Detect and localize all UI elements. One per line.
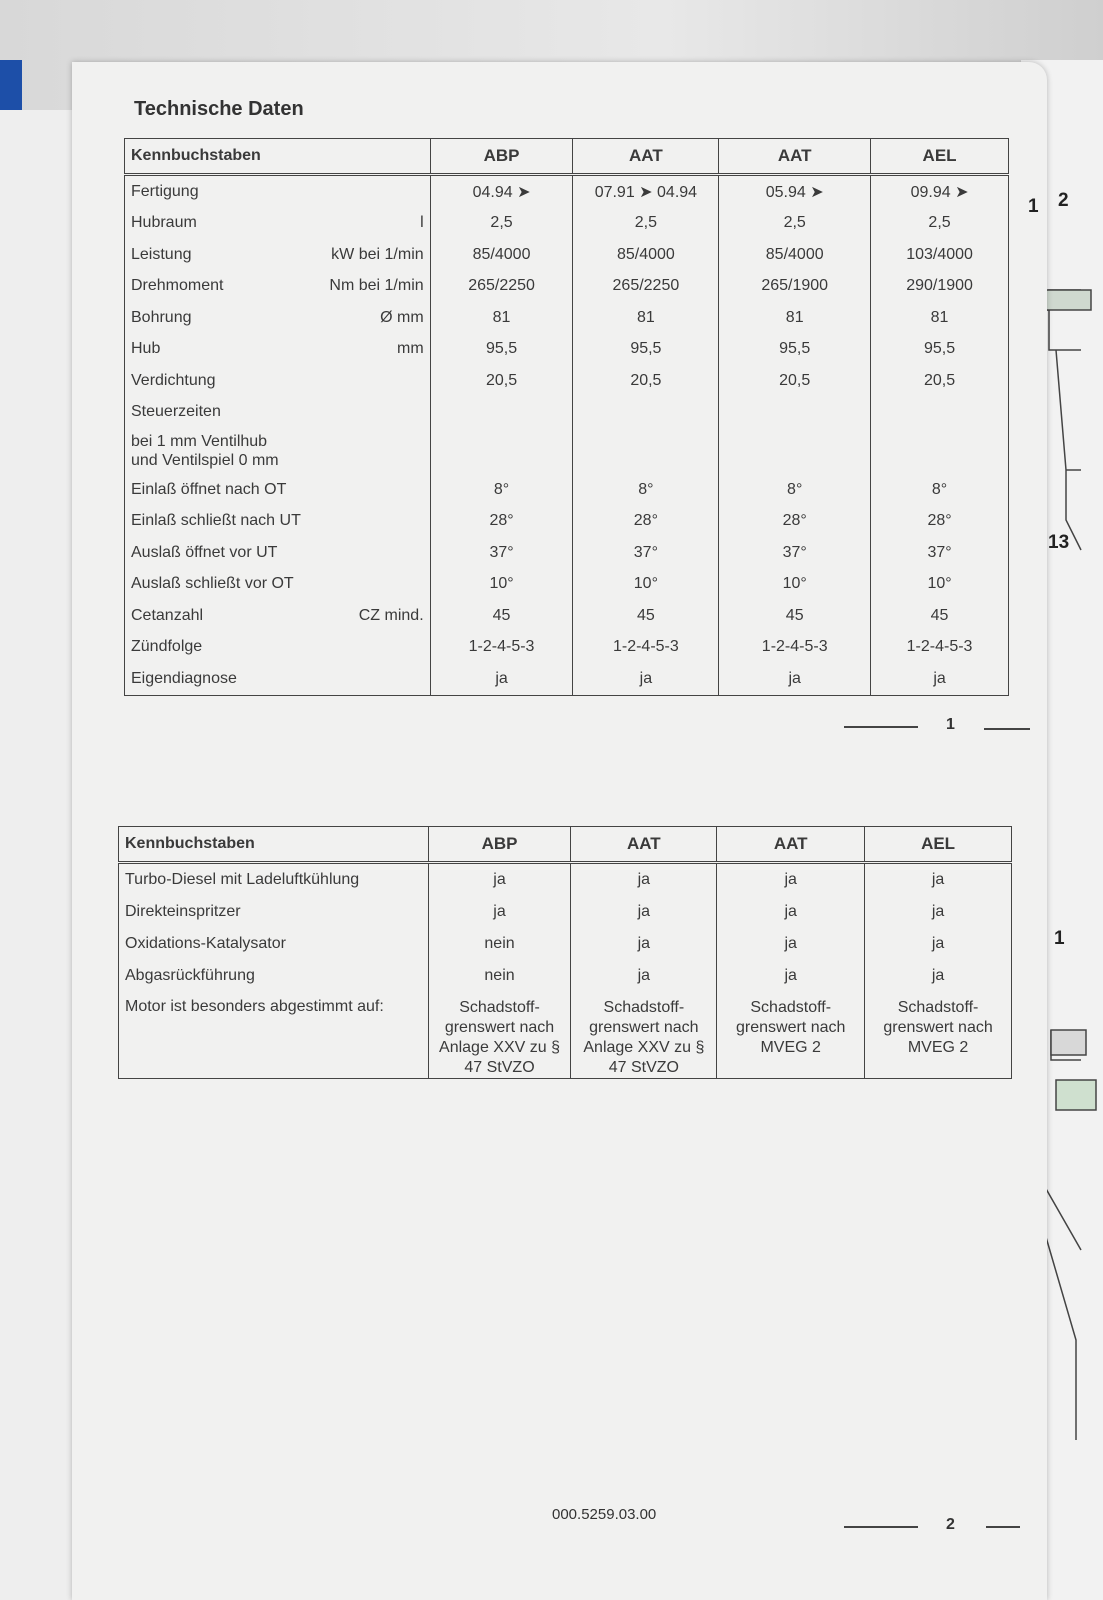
table-row (125, 271, 1009, 303)
row-unit: l (420, 214, 424, 232)
value-cell: ja (717, 863, 865, 897)
value-cell: 37° (871, 537, 1009, 569)
value-cell: 8° (430, 474, 573, 506)
table-row (119, 928, 1012, 960)
value-cell: 8° (573, 474, 719, 506)
table-row (125, 428, 1009, 474)
value-cell: 2,5 (719, 208, 871, 240)
header-col: AAT (573, 139, 719, 175)
header-col: AEL (871, 139, 1009, 175)
value-cell: 95,5 (871, 334, 1009, 366)
value-cell (430, 428, 573, 474)
technical-data-table (124, 138, 1009, 696)
table-header-row (125, 139, 1009, 175)
row-unit: Nm bei 1/min (329, 277, 424, 295)
header-col: ABP (430, 139, 573, 175)
row-label: Direkteinspritzer (119, 896, 429, 928)
value-cell: 290/1900 (871, 271, 1009, 303)
value-cell: 81 (430, 302, 573, 334)
diagram-label: 2 (1058, 190, 1069, 211)
value-cell: 2,5 (871, 208, 1009, 240)
value-cell: 265/2250 (430, 271, 573, 303)
value-cell: 09.94 ➤ (871, 175, 1009, 208)
row-label: Hubraum (131, 214, 197, 232)
value-cell: ja (865, 863, 1012, 897)
value-cell: 37° (430, 537, 573, 569)
value-cell (719, 397, 871, 429)
table-row (125, 600, 1009, 632)
table-row (119, 960, 1012, 992)
table-row (125, 537, 1009, 569)
value-cell: 8° (719, 474, 871, 506)
row-label: Leistung (131, 245, 192, 263)
value-cell: 85/4000 (430, 239, 573, 271)
page-number-2: 2 (946, 1516, 955, 1533)
header-col: AEL (865, 827, 1012, 863)
row-label-cell (125, 632, 431, 664)
value-cell: ja (717, 896, 865, 928)
header-col: AAT (571, 827, 717, 863)
page-rule (844, 726, 918, 728)
value-cell: 45 (871, 600, 1009, 632)
header-col: AAT (717, 827, 865, 863)
value-cell: 10° (719, 569, 871, 601)
row-label-cell (125, 474, 431, 506)
value-cell: 95,5 (573, 334, 719, 366)
value-cell: ja (428, 863, 571, 897)
value-cell: ja (571, 928, 717, 960)
value-cell: 81 (719, 302, 871, 334)
table-row (125, 334, 1009, 366)
value-cell: 45 (573, 600, 719, 632)
row-label: Hub (131, 340, 161, 358)
value-cell: 28° (719, 506, 871, 538)
value-cell: nein (428, 960, 571, 992)
page-title: Technische Daten (134, 98, 304, 120)
row-label-cell (125, 537, 431, 569)
row-label: Einlaß schließt nach UT (131, 512, 301, 530)
row-label-cell (125, 600, 431, 632)
row-label-cell (125, 175, 431, 208)
value-cell: ja (573, 663, 719, 695)
table-row (125, 474, 1009, 506)
value-cell: 1-2-4-5-3 (430, 632, 573, 664)
value-cell: ja (719, 663, 871, 695)
value-cell: ja (571, 960, 717, 992)
value-cell: ja (865, 960, 1012, 992)
value-cell: ja (717, 960, 865, 992)
row-label: Auslaß schließt vor OT (131, 575, 294, 593)
diagram-label: 1 (1028, 196, 1039, 217)
value-cell: ja (571, 863, 717, 897)
row-label: Fertigung (131, 182, 199, 200)
value-cell: 37° (573, 537, 719, 569)
value-cell: 04.94 ➤ (430, 175, 573, 208)
row-label: Motor ist besonders abgestimmt auf: (119, 992, 429, 1079)
table-row (125, 569, 1009, 601)
value-cell: 265/1900 (719, 271, 871, 303)
row-label-cell (125, 569, 431, 601)
row-label-cell (125, 506, 431, 538)
value-cell: 2,5 (573, 208, 719, 240)
value-cell: 10° (430, 569, 573, 601)
page-rule (984, 728, 1030, 730)
value-cell (871, 397, 1009, 429)
value-cell: 20,5 (719, 365, 871, 397)
table-row (125, 208, 1009, 240)
table-row (125, 302, 1009, 334)
table-row (125, 506, 1009, 538)
value-cell: 37° (719, 537, 871, 569)
value-cell: 81 (871, 302, 1009, 334)
row-label: Abgasrückführung (119, 960, 429, 992)
value-cell: 85/4000 (573, 239, 719, 271)
row-unit: kW bei 1/min (331, 245, 424, 263)
value-cell (871, 428, 1009, 474)
value-cell: 81 (573, 302, 719, 334)
row-label: Eigendiagnose (131, 669, 237, 687)
value-cell (719, 428, 871, 474)
table-row (119, 896, 1012, 928)
value-cell: ja (865, 928, 1012, 960)
row-label-cell (125, 428, 431, 474)
value-cell (430, 397, 573, 429)
row-label: Cetanzahl (131, 606, 204, 624)
table-header-row (119, 827, 1012, 863)
header-col: AAT (719, 139, 871, 175)
row-label: Verdichtung (131, 371, 216, 389)
value-cell: 8° (871, 474, 1009, 506)
value-cell: 85/4000 (719, 239, 871, 271)
table-row (119, 992, 1012, 1079)
row-unit: CZ mind. (358, 606, 424, 624)
document-number: 000.5259.03.00 (552, 1506, 657, 1523)
row-label: Einlaß öffnet nach OT (131, 480, 287, 498)
diagram-label: 13 (1048, 532, 1070, 553)
page-rule (844, 1526, 918, 1528)
header-kennbuchstaben: Kennbuchstaben (119, 827, 429, 863)
row-label: Auslaß öffnet vor UT (131, 543, 278, 561)
value-cell: 1-2-4-5-3 (573, 632, 719, 664)
row-unit: mm (396, 340, 424, 358)
row-label-cell (125, 334, 431, 366)
row-label: Turbo-Diesel mit Ladeluftkühlung (119, 863, 429, 897)
value-cell: ja (430, 663, 573, 695)
page-number-1: 1 (946, 716, 955, 733)
value-cell: 28° (573, 506, 719, 538)
row-label: Bohrung (131, 308, 192, 326)
table-row (125, 663, 1009, 695)
value-cell: 20,5 (430, 365, 573, 397)
value-cell: 265/2250 (573, 271, 719, 303)
value-cell: 45 (430, 600, 573, 632)
row-unit: Ø mm (380, 308, 424, 326)
value-cell: 2,5 (430, 208, 573, 240)
table-row (125, 175, 1009, 208)
value-cell: ja (428, 896, 571, 928)
table-row (125, 397, 1009, 429)
diagram-label: 1 (1054, 928, 1065, 949)
value-cell: ja (717, 928, 865, 960)
value-cell: Schadstoff- grenswert nach Anlage XXV zu § 47 StVZO (571, 992, 717, 1079)
row-label: bei 1 mm Ventilhub (131, 433, 268, 450)
value-cell: 07.91 ➤ 04.94 (573, 175, 719, 208)
value-cell: 103/4000 (871, 239, 1009, 271)
value-cell: 45 (719, 600, 871, 632)
value-cell: 10° (573, 569, 719, 601)
engine-features-table (118, 826, 1012, 1079)
row-label-cell (125, 271, 431, 303)
value-cell: Schadstoff- grenswert nach MVEG 2 (717, 992, 865, 1079)
value-cell (573, 397, 719, 429)
value-cell: 1-2-4-5-3 (719, 632, 871, 664)
value-cell: 28° (871, 506, 1009, 538)
value-cell: 1-2-4-5-3 (871, 632, 1009, 664)
table-row (125, 365, 1009, 397)
row-label-cell (125, 663, 431, 695)
value-cell: 20,5 (573, 365, 719, 397)
row-label-cell (125, 365, 431, 397)
row-label-cell (125, 239, 431, 271)
row-label: Steuerzeiten (131, 403, 221, 421)
row-label: und Ventilspiel 0 mm (131, 452, 279, 469)
value-cell: ja (871, 663, 1009, 695)
value-cell: Schadstoff- grenswert nach MVEG 2 (865, 992, 1012, 1079)
value-cell: Schadstoff- grenswert nach Anlage XXV zu § 47 StVZO (428, 992, 571, 1079)
row-label-cell (125, 397, 431, 429)
table-row (125, 632, 1009, 664)
page-rule (986, 1526, 1020, 1528)
value-cell: 20,5 (871, 365, 1009, 397)
row-label: Oxidations-Katalysator (119, 928, 429, 960)
header-kennbuchstaben: Kennbuchstaben (125, 139, 431, 175)
value-cell: 95,5 (430, 334, 573, 366)
table-row (125, 239, 1009, 271)
row-label: Zündfolge (131, 638, 203, 656)
value-cell: 28° (430, 506, 573, 538)
value-cell: nein (428, 928, 571, 960)
value-cell (573, 428, 719, 474)
value-cell: 05.94 ➤ (719, 175, 871, 208)
row-label-cell (125, 302, 431, 334)
value-cell: 95,5 (719, 334, 871, 366)
header-col: ABP (428, 827, 571, 863)
value-cell: 10° (871, 569, 1009, 601)
row-label-cell (125, 208, 431, 240)
value-cell: ja (571, 896, 717, 928)
row-label: Drehmoment (131, 277, 224, 295)
table-row (119, 863, 1012, 897)
value-cell: ja (865, 896, 1012, 928)
